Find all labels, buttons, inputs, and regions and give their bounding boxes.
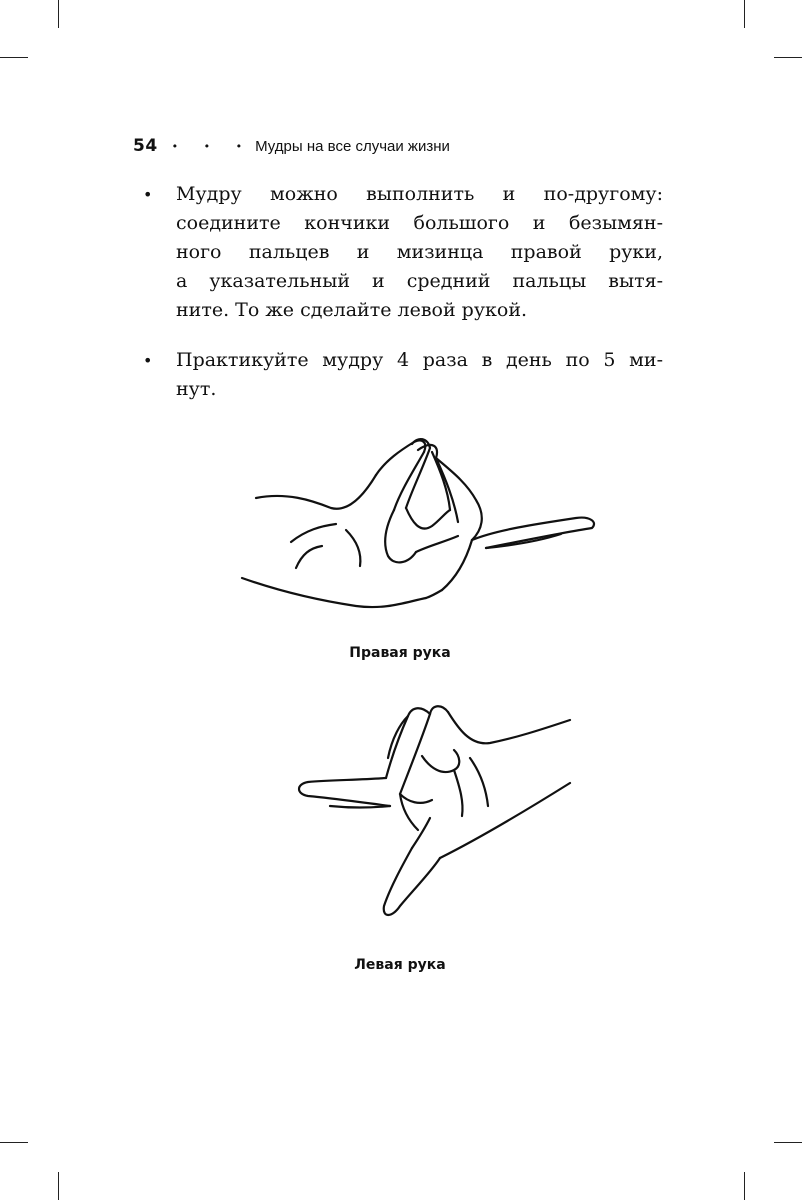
right-hand-caption: Правая рука <box>349 645 451 661</box>
crop-mark-right-top <box>774 57 802 58</box>
crop-mark-top-right <box>744 0 745 28</box>
left-hand-caption: Левая рука <box>354 957 446 973</box>
bullet-icon: • <box>143 185 153 204</box>
text-line: Практикуйте мудру 4 раза в день по 5 ми- <box>176 349 663 371</box>
text-line: ните. То же сделайте левой рукой. <box>176 299 528 321</box>
list-item <box>143 346 663 404</box>
running-head <box>133 136 450 156</box>
text-line: соедините кончики большого и безымян- <box>176 212 663 234</box>
crop-mark-top-left <box>58 0 59 28</box>
list-item <box>143 180 663 325</box>
crop-mark-left-bottom <box>0 1142 28 1143</box>
text-line: а указательный и средний пальцы вытя- <box>176 270 663 292</box>
left-hand-mudra-icon <box>290 698 580 928</box>
crop-mark-bottom-right <box>744 1172 745 1200</box>
separator-dots: • • • <box>171 139 254 153</box>
bullet-icon: • <box>143 351 153 370</box>
page-number: 54 <box>133 136 158 156</box>
instruction-list <box>143 180 663 425</box>
text-line: нут. <box>176 378 217 400</box>
text-line: ного пальцев и мизинца правой руки, <box>176 241 663 263</box>
crop-mark-left-top <box>0 57 28 58</box>
chapter-title: Мудры на все случаи жизни <box>255 137 450 155</box>
text-line: Мудру можно выполнить и по-другому: <box>176 183 663 205</box>
crop-mark-bottom-left <box>58 1172 59 1200</box>
right-hand-mudra-icon <box>236 430 616 620</box>
left-hand-figure <box>290 698 580 928</box>
crop-mark-right-bottom <box>774 1142 802 1143</box>
right-hand-figure <box>236 430 616 620</box>
